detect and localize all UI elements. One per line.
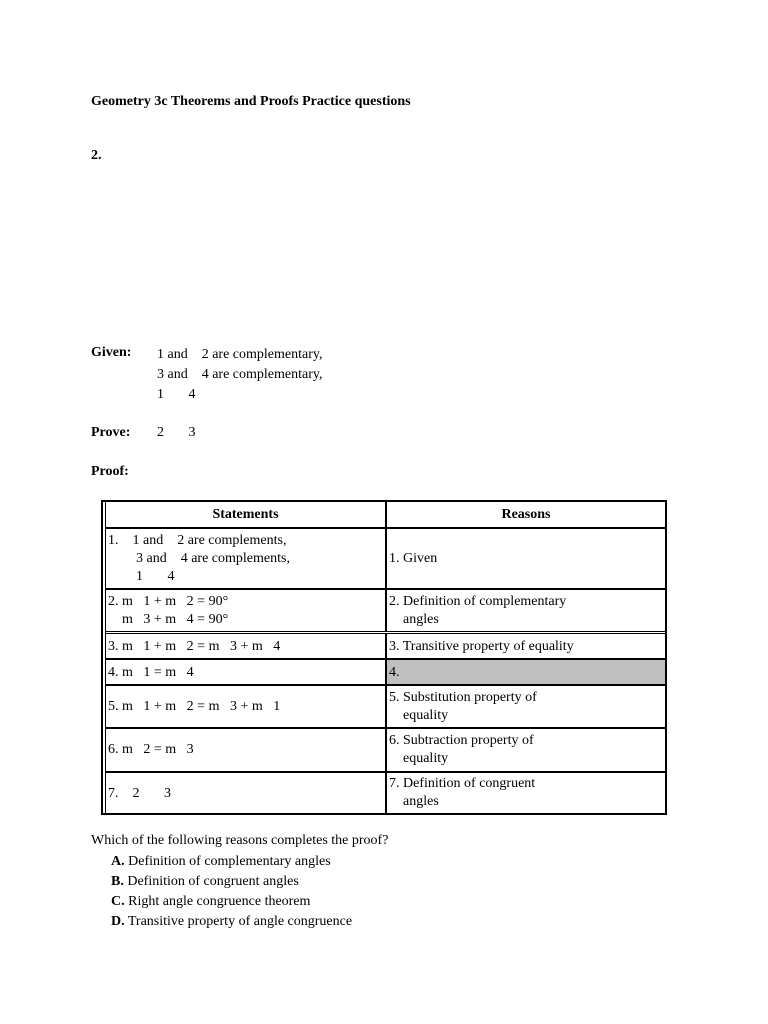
option-letter: A. (111, 854, 125, 869)
table-header-row (106, 502, 665, 529)
option-text: Definition of complementary angles (124, 854, 331, 869)
statement-line: 7. 2 3 (108, 786, 171, 801)
statement-line: 3. m 1 + m 2 = m 3 + m 4 (108, 639, 281, 654)
statement-line: m 3 + m 4 = 90° (108, 612, 229, 627)
option-letter: D. (111, 914, 125, 929)
option-b[interactable] (111, 872, 352, 892)
question-text: Which of the following reasons completes the proof? (91, 833, 389, 848)
question-number: 2. (91, 148, 102, 163)
statement-line: 1 4 (108, 569, 175, 584)
statements-header: Statements (212, 507, 279, 522)
given-label: Given: (91, 345, 132, 360)
page-title: Geometry 3c Theorems and Proofs Practice questions (91, 94, 411, 109)
proof-table (101, 500, 667, 815)
reason-line: angles (389, 612, 439, 627)
table-row (106, 529, 665, 590)
table-row (106, 660, 665, 686)
table-row (106, 634, 665, 660)
option-d[interactable] (111, 912, 352, 932)
proof-label: Proof: (91, 464, 129, 479)
prove-statement: 2 3 (157, 425, 196, 440)
statement-line: 5. m 1 + m 2 = m 3 + m 1 (108, 699, 281, 714)
given-line: 1 4 (157, 387, 196, 402)
statement-line: 3 and 4 are complements, (108, 551, 290, 566)
reason-line: equality (389, 708, 449, 723)
statement-line: 4. m 1 = m 4 (108, 665, 194, 680)
reason-line: angles (389, 794, 439, 809)
reason-line: 2. Definition of complementary (389, 594, 567, 609)
option-a[interactable] (111, 852, 352, 872)
reason-line: 1. Given (389, 551, 438, 566)
reason-line: 6. Subtraction property of (389, 733, 534, 748)
option-letter: C. (111, 894, 125, 909)
statement-line: 1. 1 and 2 are complements, (108, 533, 287, 548)
statement-line: 2. m 1 + m 2 = 90° (108, 594, 229, 609)
table-row (106, 686, 665, 729)
table-row (106, 773, 665, 813)
reasons-header: Reasons (501, 507, 551, 522)
option-letter: B. (111, 874, 124, 889)
reason-line: 3. Transitive property of equality (389, 639, 574, 654)
prove-label: Prove: (91, 425, 131, 440)
answer-options (111, 852, 352, 932)
missing-reason-cell (387, 660, 665, 684)
table-row (106, 590, 665, 634)
reason-line: equality (389, 751, 449, 766)
reason-line: 7. Definition of congruent (389, 776, 536, 791)
given-line: 3 and 4 are complementary, (157, 367, 323, 382)
reason-line: 5. Substitution property of (389, 690, 537, 705)
given-statements (157, 345, 322, 405)
table-row (106, 729, 665, 773)
option-text: Right angle congruence theorem (124, 894, 311, 909)
option-text: Transitive property of angle congruence (124, 914, 353, 929)
statement-line: 6. m 2 = m 3 (108, 742, 194, 757)
reason-line: 4. (389, 665, 400, 680)
option-c[interactable] (111, 892, 352, 912)
given-line: 1 and 2 are complementary, (157, 347, 323, 362)
option-text: Definition of congruent angles (123, 874, 299, 889)
